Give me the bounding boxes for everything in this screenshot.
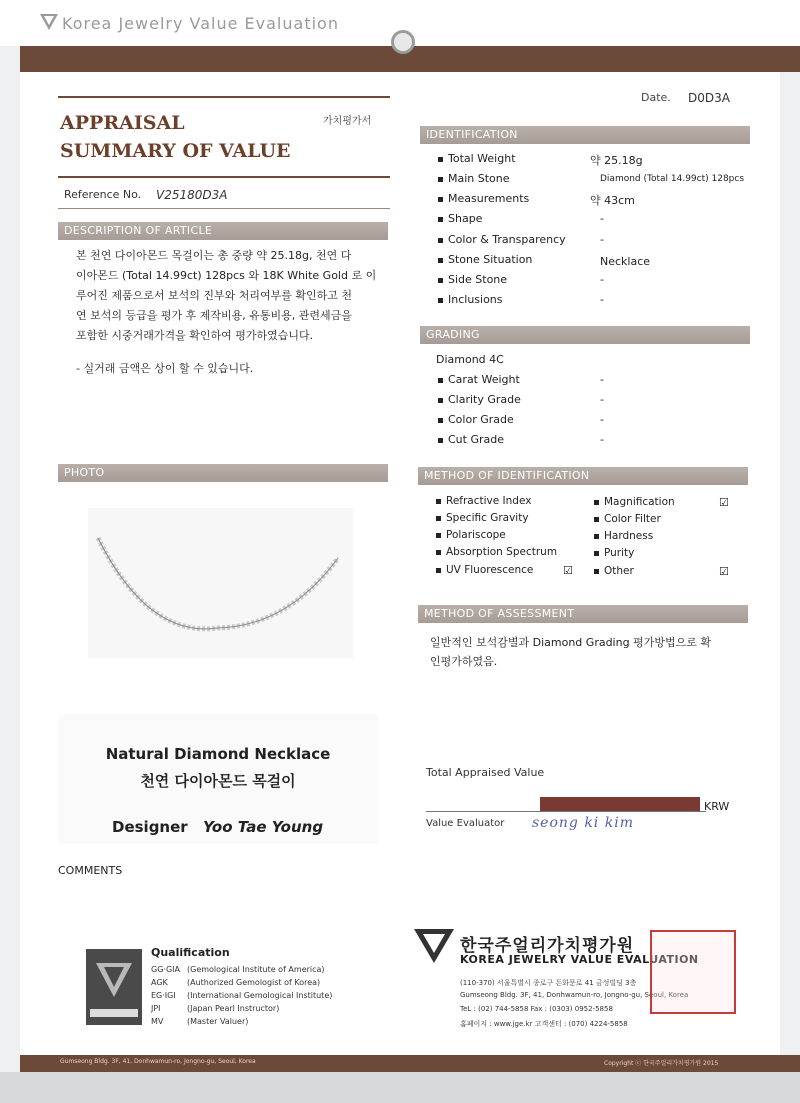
grading-row (438, 433, 504, 446)
qualification-row (151, 978, 320, 987)
description-line: 본 천연 다이아몬드 목걸이는 총 중량 약 25.18g, 천연 다 (76, 249, 352, 262)
total-appraised-label: Total Appraised Value (426, 766, 545, 779)
identification-header: IDENTIFICATION (420, 126, 750, 144)
logo-icon (40, 14, 58, 30)
identification-label: Stone Situation (448, 253, 533, 266)
item-name-english: Natural Diamond Necklace (105, 745, 331, 763)
identification-label: Shape (448, 212, 483, 225)
bullet-icon (438, 197, 443, 202)
method-item (594, 496, 675, 508)
bullet-icon (438, 438, 443, 443)
qualification-title: Qualification (151, 946, 230, 959)
bullet-icon (438, 217, 443, 222)
method-item (594, 547, 634, 559)
grading-label: Color Grade (448, 413, 514, 426)
bullet-icon (438, 278, 443, 283)
qualification-row (151, 965, 325, 974)
necklace-icon (88, 508, 353, 658)
date-label: Date. (641, 91, 671, 104)
identification-row (438, 253, 532, 266)
description-note: - 실거래 금액은 상이 할 수 있습니다. (76, 362, 254, 375)
grading-value: - (600, 393, 604, 406)
method-item (436, 512, 529, 524)
method-item (436, 495, 531, 507)
identification-label: Color & Transparency (448, 233, 566, 246)
page-title-line2: SUMMARY OF VALUE (60, 140, 291, 162)
identification-value: - (600, 273, 604, 286)
page-title-korean: 가치평가서 (323, 116, 372, 127)
identification-label: Inclusions (448, 293, 503, 306)
qualification-code: EG·IGI (151, 991, 176, 1000)
grading-label: Clarity Grade (448, 393, 521, 406)
bullet-icon (594, 551, 599, 556)
address-line: TeL : (02) 744-5858 Fax : (0303) 0952-5858 (460, 1005, 613, 1013)
grading-row (438, 413, 514, 426)
grading-label: Carat Weight (448, 373, 520, 386)
identification-label: Side Stone (448, 273, 508, 286)
description-line: 연 보석의 등급을 평가 후 제작비용, 유통비용, 관련세금을 (76, 309, 352, 322)
assessment-line: 일반적인 보석감별과 Diamond Grading 평가방법으로 확 (430, 636, 711, 649)
qualification-code: JPI (151, 1004, 161, 1013)
qualification-code: MV (151, 1017, 164, 1026)
bullet-icon (436, 550, 441, 555)
designer-label: Designer (112, 818, 188, 836)
bottom-strip (0, 1072, 800, 1103)
bullet-icon (438, 157, 443, 162)
identification-row (438, 293, 503, 306)
bullet-icon (438, 398, 443, 403)
method-item (436, 564, 533, 576)
comments-label: COMMENTS (58, 864, 123, 877)
method-label: Polariscope (446, 529, 506, 541)
method-label: Color Filter (604, 513, 661, 525)
assessment-line: 인평가하였음. (430, 655, 498, 668)
method-label: Refractive Index (446, 495, 532, 507)
identification-label: Measurements (448, 192, 530, 205)
method-label: Magnification (604, 496, 675, 508)
brand-name: Korea Jewelry Value Evaluation (62, 14, 339, 33)
bullet-icon (594, 534, 599, 539)
identification-value: - (600, 212, 604, 225)
other-checkbox-icon: ☑ (719, 565, 729, 578)
uv-fluorescence-checkbox-icon: ☑ (563, 564, 573, 577)
method-identification-header: METHOD OF IDENTIFICATION (418, 467, 748, 485)
bullet-icon (438, 418, 443, 423)
identification-row (438, 273, 507, 286)
identification-label: Total Weight (448, 152, 516, 165)
grading-header: GRADING (420, 326, 750, 344)
reference-label: Reference No. (64, 188, 142, 201)
date-value: D0D3A (688, 91, 730, 105)
title-rule-top (58, 96, 390, 98)
organization-name-english: KOREA JEWELRY VALUE EVALUATION (460, 953, 699, 966)
identification-row (438, 192, 529, 205)
grading-subtitle: Diamond 4C (436, 353, 504, 366)
method-label: Absorption Spectrum (446, 546, 558, 558)
identification-value: 약 25.18g (590, 154, 643, 167)
magnification-checkbox-icon: ☑ (719, 496, 729, 509)
bullet-icon (438, 298, 443, 303)
redacted-value (540, 797, 700, 811)
photo-header: PHOTO (58, 464, 388, 482)
necklace-photo (88, 508, 353, 658)
binder-hole-icon (391, 30, 415, 54)
bullet-icon (438, 378, 443, 383)
method-label: Specific Gravity (446, 512, 529, 524)
qualification-badge-icon (86, 949, 142, 1025)
identification-value: - (600, 233, 604, 246)
evaluator-signature: seong ki kim (532, 815, 634, 831)
method-label: Hardness (604, 530, 654, 542)
qualification-code: AGK (151, 978, 168, 987)
grading-value: - (600, 373, 604, 386)
method-assessment-header: METHOD OF ASSESSMENT (418, 605, 748, 623)
bullet-icon (436, 533, 441, 538)
identification-row (438, 172, 510, 185)
description-header: DESCRIPTION OF ARTICLE (58, 222, 388, 240)
method-label: Other (604, 565, 634, 577)
identification-row (438, 152, 516, 165)
method-label: Purity (604, 547, 635, 559)
address-line: (110-370) 서울특별시 종로구 돈화문로 41 금성빌딩 3층 (460, 979, 637, 987)
address-line: 홈페이지 : www.jge.kr 고객센터 : (070) 4224-5858 (460, 1020, 628, 1028)
description-body (76, 246, 382, 346)
identification-value: Necklace (600, 255, 651, 268)
grading-value: - (600, 413, 604, 426)
qualification-row (151, 1004, 279, 1013)
method-item (594, 565, 634, 577)
page-title-line1: APPRAISAL (60, 112, 185, 134)
method-item (436, 546, 557, 558)
identification-value: Diamond (Total 14.99ct) 128pcs (600, 174, 745, 184)
total-value-line (426, 811, 706, 812)
bullet-icon (436, 568, 441, 573)
organization-name-korean: 한국주얼리가치평가원 (460, 936, 635, 956)
qualification-desc: (Gemological Institute of America) (187, 965, 325, 974)
description-line: 루어진 제품으로서 보석의 진부와 처리여부를 확인하고 천 (76, 289, 353, 302)
qualification-code: GG·GIA (151, 965, 180, 974)
bullet-icon (436, 516, 441, 521)
bullet-icon (436, 499, 441, 504)
grading-label: Cut Grade (448, 433, 504, 446)
official-seal-stamp (650, 930, 736, 1014)
method-item (594, 513, 661, 525)
reference-value: V25180D3A (156, 188, 228, 202)
description-line: 이아몬드 (Total 14.99ct) 128pcs 와 18K White Gold 로 이 (76, 269, 377, 282)
bullet-icon (438, 258, 443, 263)
bullet-icon (594, 500, 599, 505)
bullet-icon (594, 569, 599, 574)
designer-name: Yoo Tae Young (203, 818, 324, 836)
bullet-icon (438, 177, 443, 182)
identification-label: Main Stone (448, 172, 510, 185)
item-name-korean: 천연 다이아몬드 목걸이 (140, 772, 296, 790)
identification-row (438, 212, 482, 225)
bullet-icon (438, 238, 443, 243)
method-label: UV Fluorescence (446, 564, 534, 576)
footer-copyright: Copyright ⓒ 한국주얼리가치평가원 2015 (604, 1060, 719, 1067)
grading-row (438, 393, 521, 406)
description-line: 포함한 시중거래가격을 확인하여 평가하였습니다. (76, 329, 314, 342)
identification-row (438, 233, 566, 246)
currency-label: KRW (704, 800, 730, 813)
qualification-desc: (Master Valuer) (187, 1017, 249, 1026)
qualification-desc: (Authorized Gemologist of Korea) (187, 978, 321, 987)
method-item (436, 529, 506, 541)
qualification-row (151, 991, 332, 1000)
title-rule-bottom (58, 176, 390, 178)
identification-value: 약 43cm (590, 194, 635, 207)
reference-rule (58, 208, 390, 209)
qualification-row (151, 1017, 248, 1026)
footer-address: Gumseong Bldg. 3F, 41, Donhwamun-ro, Jongno-gu, Seoul, Korea (60, 1058, 256, 1065)
organization-logo-icon (414, 929, 454, 963)
bullet-icon (594, 517, 599, 522)
address-line: Gumseong Bldg. 3F, 41, Donhwamun-ro, Jongno-gu, Seoul, Korea (460, 991, 689, 999)
qualification-desc: (International Gemological Institute) (187, 991, 333, 1000)
grading-row (438, 373, 520, 386)
method-item (594, 530, 653, 542)
evaluator-label: Value Evaluator (426, 818, 505, 829)
qualification-desc: (Japan Pearl Instructor) (187, 1004, 280, 1013)
grading-value: - (600, 433, 604, 446)
identification-value: - (600, 293, 604, 306)
